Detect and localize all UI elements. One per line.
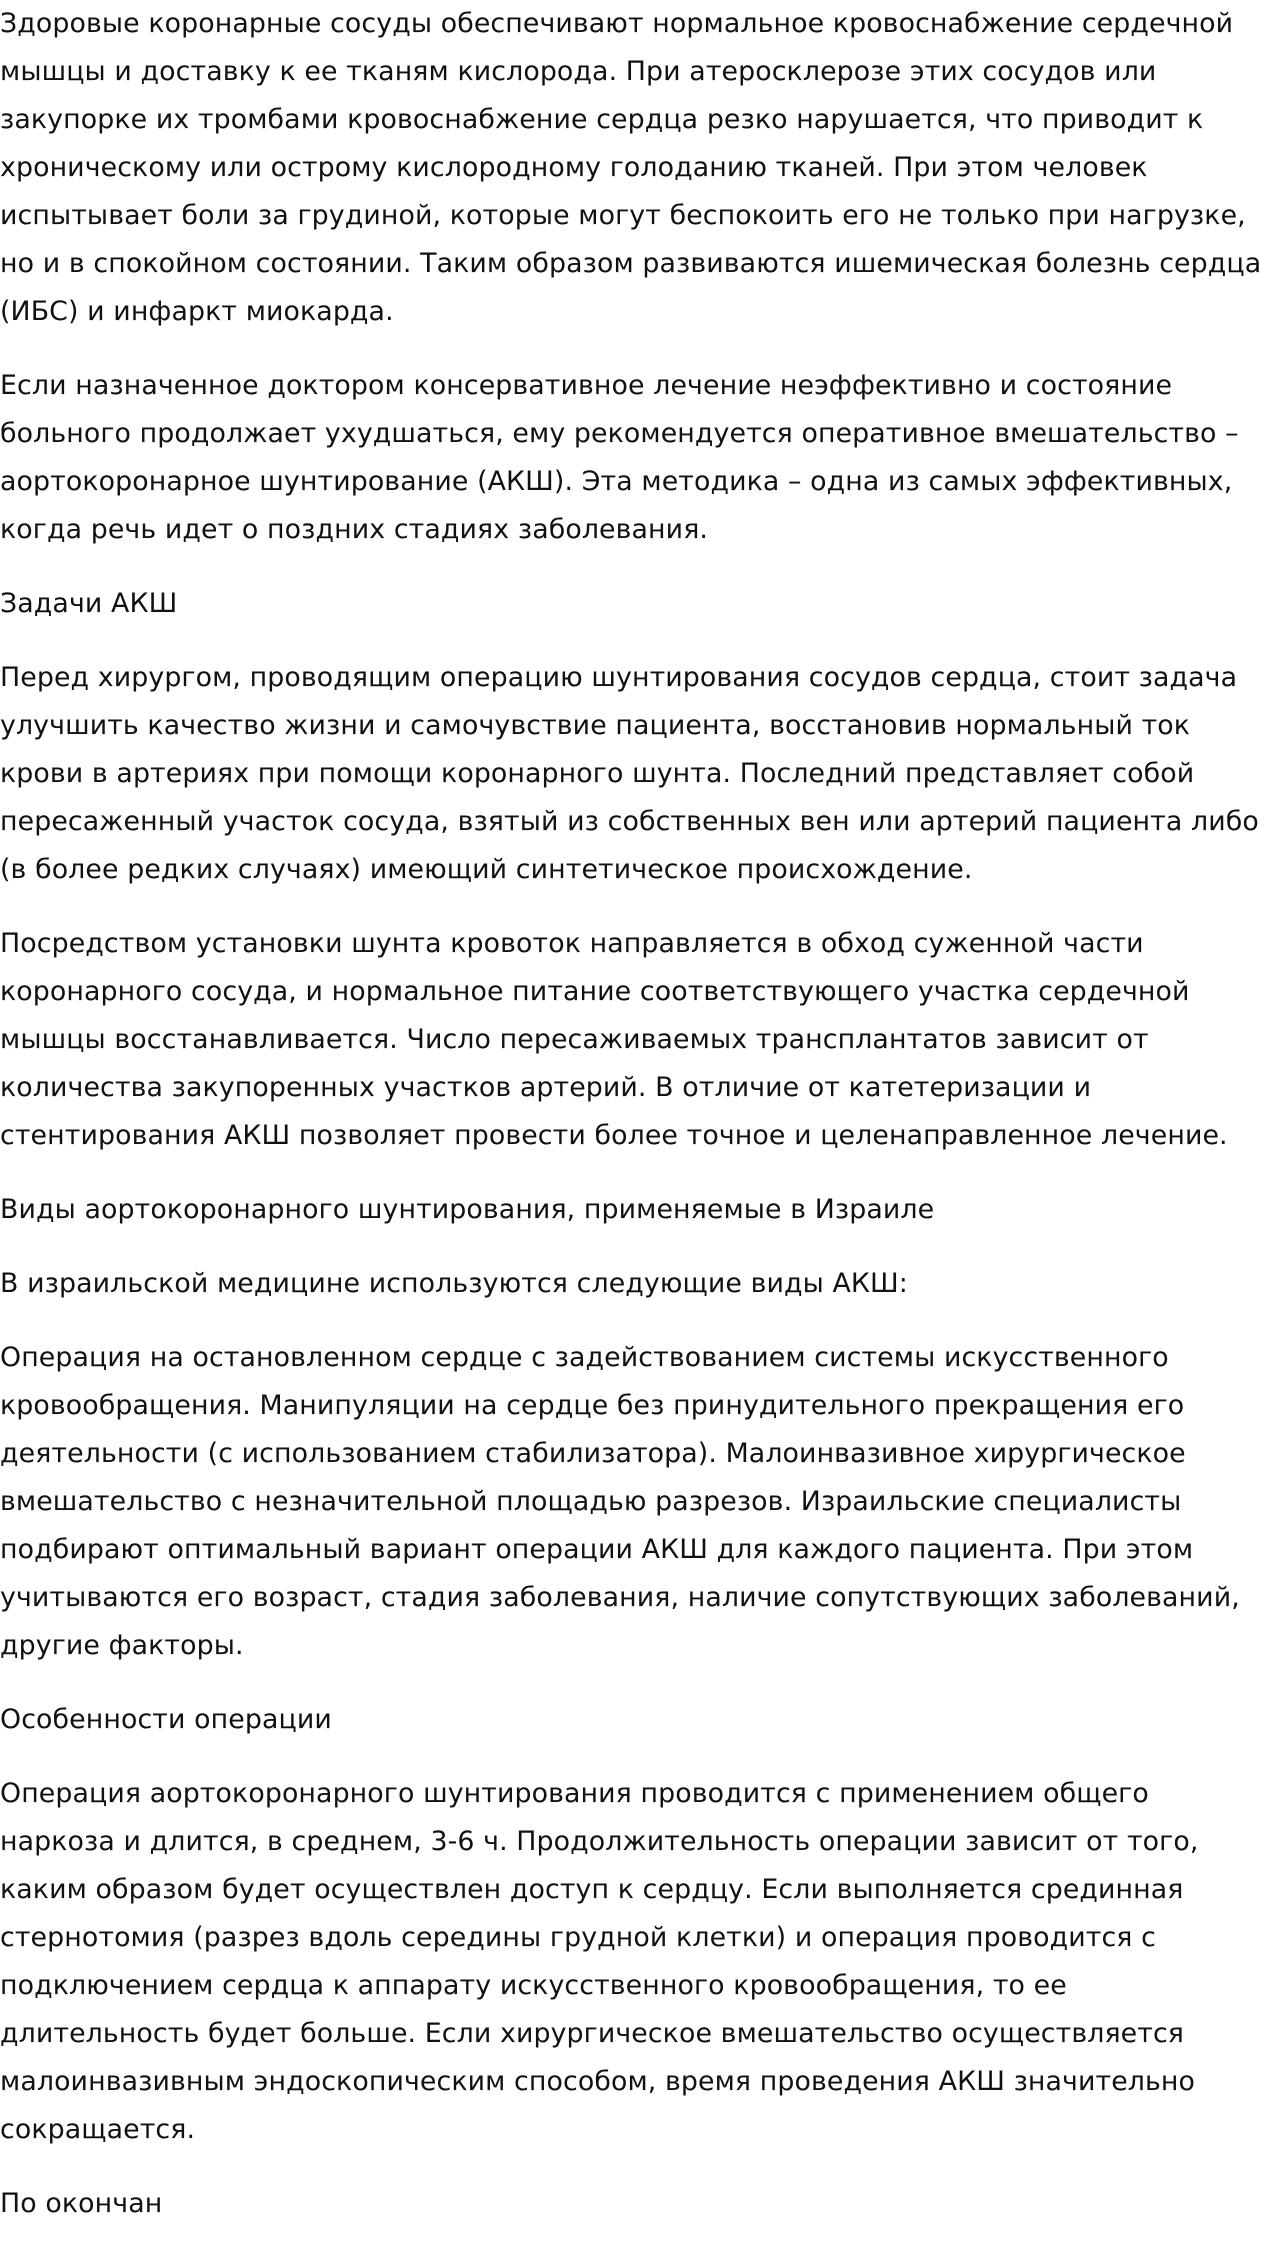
paragraph-types: Операция на остановленном сердце с задействованием системы искусственного кровообращения. Манипуляции на сердце без принудительного прекращения его деятельности (с использованием стабилизатора). Малоинвазивное хирургическое вмешательство с незначительной площадью разрезов. Израильские специалисты подбирают оптимальный вариант операции АКШ для каждого пациента. При этом учитываются его возраст, стадия заболевания, наличие сопутствующих заболеваний, другие факторы. xyxy=(0,1342,1240,1661)
paragraph-tasks: Перед хирургом, проводящим операцию шунтирования сосудов сердца, стоит задача улучшить качество жизни и самочувствие пациента, восстановив нормальный ток крови в артериях при помощи коронарного шунта. Последний представляет собой пересаженный участок сосуда, взятый из собственных вен или артерий пациента либо (в более редких случаях) имеющий синтетическое происхождение. xyxy=(0,662,1259,885)
paragraph-types-intro: В израильской медицине используются следующие виды АКШ: xyxy=(0,1268,908,1299)
section-heading-types: Виды аортокоронарного шунтирования, применяемые в Израиле xyxy=(0,1194,935,1225)
paragraph-intro: Здоровые коронарные сосуды обеспечивают нормальное кровоснабжение сердечной мышцы и доставку к ее тканям кислорода. При атеросклерозе этих сосудов или закупорке их тромбами кровоснабжение сердца резко нарушается, что приводит к хроническому или острому кислородному голоданию тканей. При этом человек испытывает боли за грудиной, которые могут беспокоить его не только при нагрузке, но и в спокойном состоянии. Таким образом развиваются ишемическая болезнь сердца (ИБС) и инфаркт миокарда. xyxy=(0,8,1262,327)
paragraph-shunt: Посредством установки шунта кровоток направляется в обход суженной части коронарного сосуда, и нормальное питание соответствующего участка сердечной мышцы восстанавливается. Число пересаживаемых трансплантатов зависит от количества закупоренных участков артерий. В отличие от катетеризации и стентирования АКШ позволяет провести более точное и целенаправленное лечение. xyxy=(0,928,1228,1151)
section-heading-tasks: Задачи АКШ xyxy=(0,588,178,619)
section-heading-features: Особенности операции xyxy=(0,1704,332,1735)
paragraph-treatment: Если назначенное доктором консервативное лечение неэффективно и состояние больного продолжает ухудшаться, ему рекомендуется оперативное вмешательство – аортокоронарное шунтирование (АКШ). Эта методика – одна из самых эффективных, когда речь идет о поздних стадиях заболевания. xyxy=(0,370,1239,545)
paragraph-truncated: По окончан xyxy=(0,2188,163,2219)
paragraph-features: Операция аортокоронарного шунтирования проводится с применением общего наркоза и длится, в среднем, 3-6 ч. Продолжительность операции зависит от того, каким образом будет осуществлен доступ к сердцу. Если выполняется срединная стернотомия (разрез вдоль середины грудной клетки) и операция проводится с подключением сердца к аппарату искусственного кровообращения, то ее длительность будет больше. Если хирургическое вмешательство осуществляется малоинвазивным эндоскопическим способом, время проведения АКШ значительно сокращается. xyxy=(0,1778,1199,2145)
